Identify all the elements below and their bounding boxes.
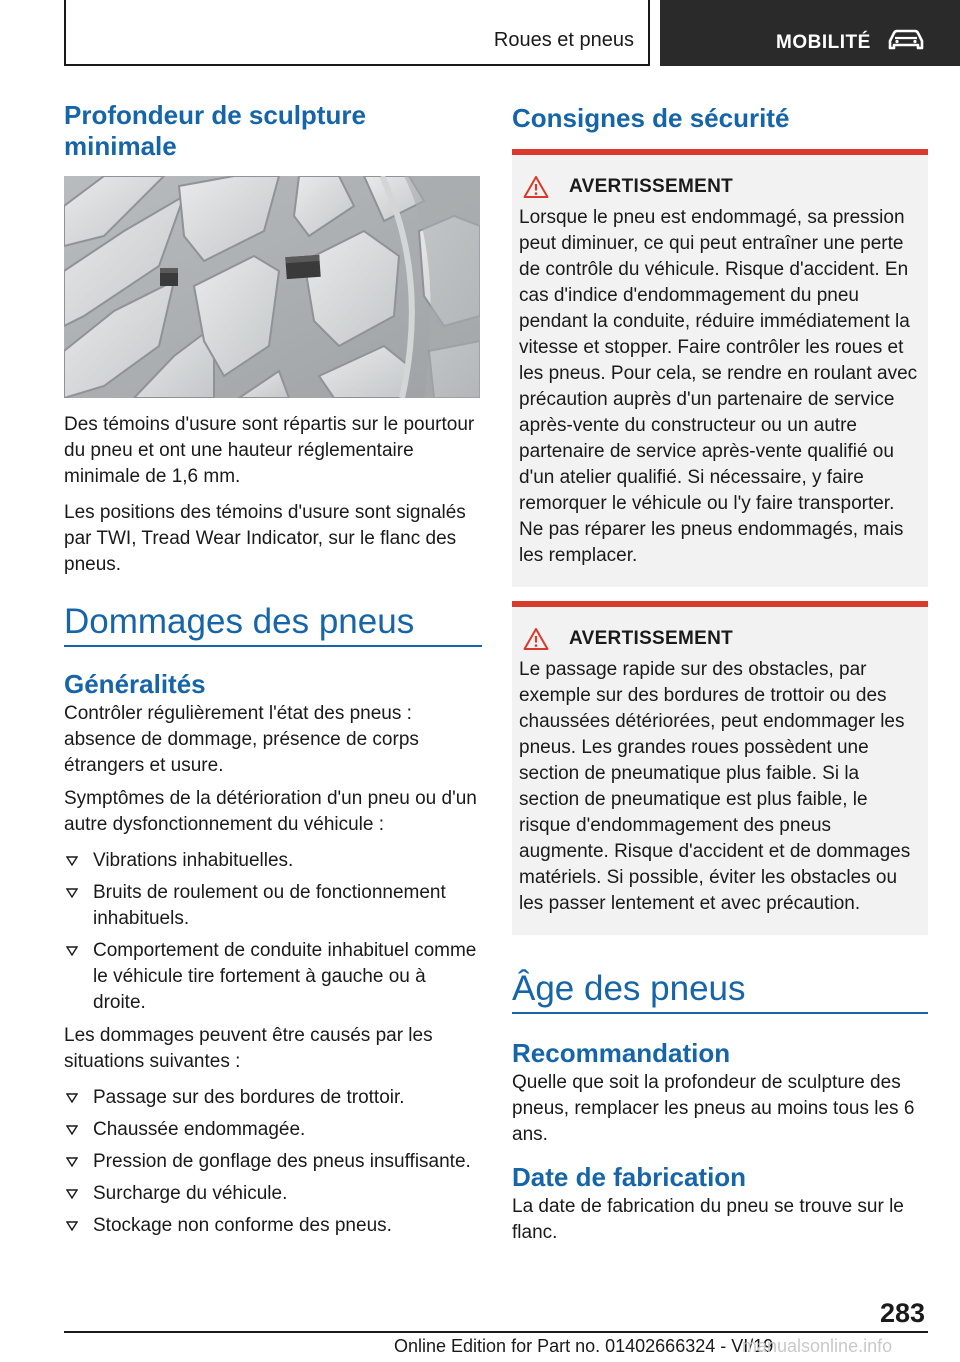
left-column (64, 100, 482, 1239)
tread-depth-heading: Profondeur de sculpture minimale (64, 100, 366, 161)
triangle-bullet-icon (66, 1157, 78, 1167)
causes-intro: Les dommages peuvent être causés par les situations suivantes : (64, 1025, 433, 1072)
list-item: Pression de gonflage des pneus insuffisante. (64, 1149, 482, 1175)
triangle-bullet-icon (66, 1125, 78, 1135)
triangle-bullet-icon (66, 1189, 78, 1199)
recommendation-heading: Recommandation (512, 1038, 731, 1068)
header-section-title: Roues et pneus (493, 29, 634, 51)
triangle-bullet-icon (66, 1093, 78, 1103)
manufacture-date-heading: Date de fabrication (512, 1162, 747, 1192)
list-item: Passage sur des bordures de trottoir. (64, 1085, 482, 1111)
triangle-bullet-icon (66, 1221, 78, 1231)
general-text: Contrôler régulièrement l'état des pneus : absence de dommage, présence de corps étrangers et usure. (64, 703, 419, 776)
symptoms-intro: Symptômes de la détérioration d'un pneu ou d'un autre dysfonctionnement du véhicule : (64, 788, 477, 835)
footer-watermark: manualsonline.info (742, 1336, 893, 1356)
manufacture-date-text: La date de fabrication du pneu se trouve sur le flanc. (512, 1196, 904, 1243)
tire-age-rule (512, 1012, 928, 1014)
recommendation-text: Quelle que soit la profondeur de sculpture des pneus, remplacer les pneus au moins tous les 6 ans. (512, 1072, 915, 1145)
triangle-bullet-icon (66, 888, 78, 898)
triangle-bullet-icon (66, 856, 78, 866)
tire-damage-rule (64, 645, 482, 647)
tire-age-heading: Âge des pneus (512, 969, 746, 1008)
tread-depth-text-2: Les positions des témoins d'usure sont signalés par TWI, Tread Wear Indicator, sur le flanc des pneus. (64, 502, 466, 575)
warning-box (512, 601, 928, 935)
triangle-bullet-icon (66, 946, 78, 956)
header-chapter-box (660, 0, 960, 66)
causes-list (64, 1085, 482, 1239)
list-item: Comportement de conduite inhabituel comme le véhicule tire fortement à gauche ou à droite. (64, 938, 482, 1016)
footer-rule (64, 1331, 928, 1333)
tread-depth-text-1: Des témoins d'usure sont répartis sur le pourtour du pneu et ont une hauteur réglementaire minimale de 1,6 mm. (64, 414, 475, 487)
warning-text: Lorsque le pneu est endommagé, sa pression peut diminuer, ce qui peut entraîner une perte de contrôle du véhicule. Risque d'accident. En cas d'indice d'endommagement du pneu pendant la conduite, réduire immédiatement la vitesse et stopper. Faire contrôler les roues et les pneus. Pour cela, se rendre en roulant avec précaution auprès d'un partenaire de service après-vente du constructeur ou un autre partenaire de service après-vente qualifié ou d'un atelier qualifié. Si nécessaire, y faire remorquer le véhicule ou l'y faire transporter. Ne pas réparer les pneus endommagés, mais les remplacer. (519, 207, 918, 566)
header-section-box (64, 0, 650, 66)
tire-damage-heading: Dommages des pneus (64, 602, 415, 641)
list-item: Bruits de roulement ou de fonctionnement inhabituels. (64, 880, 482, 932)
safety-heading: Consignes de sécurité (512, 103, 790, 133)
warning-text: Le passage rapide sur des obstacles, par exemple sur des bordures de trottoir ou des chaussées détériorées, peut endommager les pneus. Les grandes roues possèdent une section de pneumatique plus faible. Si la section de pneumatique est plus faible, le risque d'endommagement des pneus augmente. Risque d'accident et de dommages matériels. Si possible, éviter les obstacles ou les passer lentement et avec précaution. (519, 659, 911, 914)
page-number: 283 (880, 1298, 926, 1328)
warning-box (512, 149, 928, 587)
warning-title: AVERTISSEMENT (569, 628, 734, 649)
list-item: Chaussée endommagée. (64, 1117, 482, 1143)
warning-triangle-icon (523, 627, 549, 651)
symptoms-list (64, 848, 482, 1016)
header-chapter-title: MOBILITÉ (776, 32, 871, 53)
tire-tread-wear-indicator-image (64, 176, 480, 398)
warning-triangle-icon (523, 175, 549, 199)
car-icon (886, 28, 926, 52)
warning-title: AVERTISSEMENT (569, 176, 734, 197)
list-item: Stockage non conforme des pneus. (64, 1213, 482, 1239)
list-item: Surcharge du véhicule. (64, 1181, 482, 1207)
right-column (512, 100, 928, 1246)
list-item: Vibrations inhabituelles. (64, 848, 482, 874)
footer-edition: Online Edition for Part no. 01402666324 - VI/19 (394, 1336, 774, 1356)
general-heading: Généralités (64, 669, 206, 699)
